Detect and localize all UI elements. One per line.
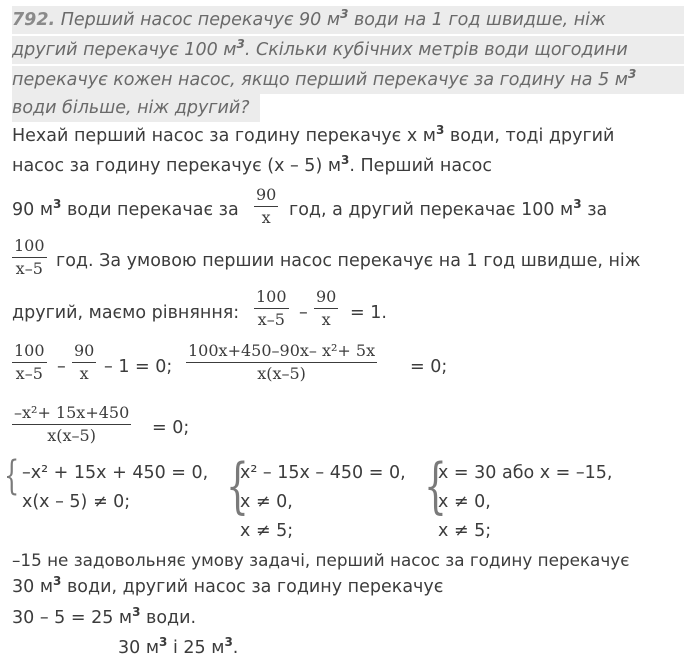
fraction-100-over-x-5: $\frac{100}{x-5}$ xyxy=(14,236,45,278)
conclusion-line-1: –15 не задовольняє умову задачі, перший насос за годину перекачує xyxy=(12,550,630,570)
brace-system-1: { xyxy=(4,453,20,499)
fraction-90-over-x: $\frac{90}{x}$ xyxy=(256,185,277,227)
equation-end: = 0; xyxy=(410,357,448,377)
system-2-line-3: x ≠ 5; xyxy=(240,521,294,541)
fraction-100-over-x-5: $\frac{100}{x-5}$ xyxy=(256,287,287,329)
conclusion-line-3: 30 – 5 = 25 $м^3$ води. xyxy=(12,605,197,628)
system-2-line-1: x² – 15x – 450 = 0, xyxy=(240,463,406,483)
fraction-100-over-x-5: $\frac{100}{x-5}$ xyxy=(14,341,45,383)
solution-line-3a: 90 $м^3$ води перекачає за xyxy=(12,197,239,220)
fraction-90-over-x: $\frac{90}{x}$ xyxy=(316,287,337,329)
task-line-2: другий перекачує 100 $м^3$. Скільки кубічних метрів води щогодини xyxy=(12,36,684,64)
solution-line-4: год. За умовою першии насос перекачує на 1 год швидше, ніж xyxy=(56,251,641,271)
solution-line-3b: год, а другий перекачає 100 $м^3$ за xyxy=(289,197,608,220)
solution-line-2: насос за годину перекачує (x – 5) $м^3$. Перший насос xyxy=(12,153,492,176)
solution-line-1: Нехай перший насос за годину перекачує x $м^3$ води, тоді другий xyxy=(12,123,615,146)
equation-end: = 0; xyxy=(152,418,190,438)
fraction-90-over-x: $\frac{90}{x}$ xyxy=(74,341,95,383)
brace-system-3: { xyxy=(424,451,447,521)
fraction-combined: $\frac{\text{100x+450–90x– x²+ 5x}}{x(x-5)}$ xyxy=(188,341,376,383)
system-3-line-3: x ≠ 5; xyxy=(438,521,492,541)
brace-system-2: { xyxy=(226,451,249,521)
task-line-4: води більше, ніж другий? xyxy=(12,94,260,122)
equation-result: = 1. xyxy=(350,303,387,323)
system-1-line-1: –x² + 15x + 450 = 0, xyxy=(22,463,209,483)
task-line-1: 792. Перший насос перекачує 90 $м^3$ води на 1 год швидше, ніж xyxy=(12,6,684,34)
minus-sign: – xyxy=(57,357,66,377)
answer: 30 $м^3$ і 25 $м^3$. xyxy=(118,635,239,658)
task-number: 792. xyxy=(12,10,56,30)
system-3-line-2: x ≠ 0, xyxy=(438,492,491,512)
system-1-line-2: x(x – 5) ≠ 0; xyxy=(22,492,131,512)
conclusion-line-2: 30 $м^3$ води, другий насос за годину перекачує xyxy=(12,574,444,597)
minus-sign: – xyxy=(299,303,308,323)
equation-rest: – 1 = 0; xyxy=(104,357,173,377)
fraction-quadratic: $\frac{\text{–x²+ 15x+450}}{x(x-5)}$ xyxy=(14,403,130,445)
system-2-line-2: x ≠ 0, xyxy=(240,492,293,512)
task-line-3: перекачує кожен насос, якщо перший перекачує за годину на 5 $м^3$ xyxy=(12,66,684,94)
solution-line-5: другий, маємо рівняння: xyxy=(12,303,240,323)
system-3-line-1: x = 30 або x = –15, xyxy=(438,463,613,483)
